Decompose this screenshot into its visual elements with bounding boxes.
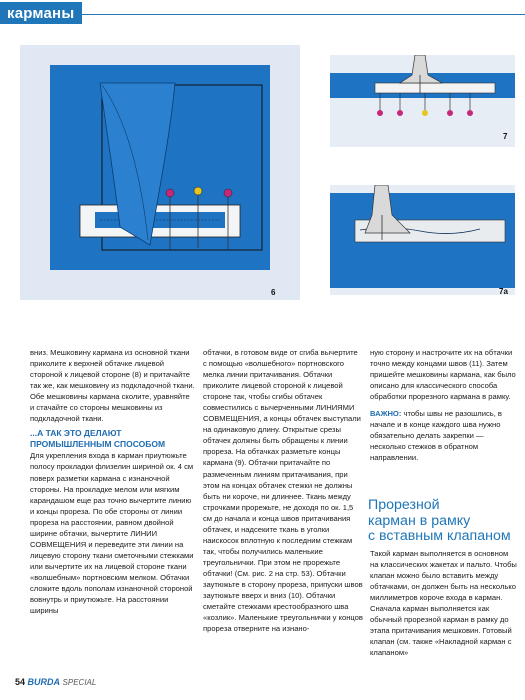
welt-strip bbox=[375, 83, 495, 93]
section-heading bbox=[368, 498, 518, 545]
paragraph: ную сторону и настрочите их на обтачки точно между концами швов (11). Затем пришейте мешковины кармана, как было описано для классического способа обработки прорезного кармана в рамку. bbox=[370, 348, 516, 402]
section-heading-line: Прорезной bbox=[368, 497, 440, 513]
page-header bbox=[0, 0, 525, 28]
paragraph: обтачки, в готовом виде от сгиба вычертите с помощью «волшебного» портновского мелка линии притачивания. Обтачки приколите лицевой стороной к лицевой стороне так, чтобы сгибы обтачек совместились с вычерченными ЛИНИЯМИ СОВМЕЩЕНИЯ, а концы обтачек выступали на одинаковую длину. Открытые срезы обтачек должны быть обращены к линии прореза. На обтачках разметьте концы кармана (9). Обтачки притачайте по размеченным линиям притачивания, при этом на концах обтачек стежки не должны быть ни короче, ни длиннее. Ткань между строчками прорежьте, не доходя по ок. 1,5 см до начала и конца швов притачивания обтачек, и надсеките ткань в уголки наискосок вплотную к последним стежкам так, чтобы получились маленькие треугольнички. При этом не прорежьте обтачки! (См. рис. 2 на стр. 53). Обтачки заутюжьте в сторону прореза, припуски швов заутюжьте вверх и вниз (10). Обтачки сметайте стежками крестообразного шва «козлик». Маленькие треугольнички у концов прореза отверните на изнано- bbox=[203, 348, 363, 634]
header-rule bbox=[82, 14, 525, 15]
important-label: ВАЖНО: bbox=[370, 409, 402, 419]
section-heading-line: с вставным клапаном bbox=[368, 528, 511, 544]
section-heading-line: карман в рамку bbox=[368, 512, 471, 529]
figure-6-illustration bbox=[20, 45, 300, 300]
figure-7-label: 7 bbox=[503, 132, 508, 141]
brand-name: BURDA bbox=[27, 677, 61, 687]
figure-7a-illustration bbox=[330, 185, 515, 295]
text-column-1 bbox=[30, 347, 195, 616]
subsection-heading: ...А ТАК ЭТО ДЕЛАЮТ ПРОМЫШЛЕННЫМ СПОСОБОМ bbox=[30, 428, 166, 450]
paragraph: вниз. Мешковину кармана из основной ткани приколите к верхней обтачке лицевой стороной к лицевой стороне (8) и притачайте так же, как мешковину из подкладочной ткани. Обе мешковины кармана сколите, уравняйте и стачайте со стороны мешковины из подкладочной ткани. bbox=[30, 348, 195, 424]
figure-7a-label: 7а bbox=[499, 287, 508, 296]
text-column-3 bbox=[370, 347, 518, 463]
text-column-3-continued bbox=[370, 548, 518, 658]
important-note bbox=[370, 408, 518, 463]
text-column-2 bbox=[203, 347, 363, 634]
section-title: карманы bbox=[7, 5, 75, 22]
important-text: чтобы швы не разошлись, в начале и в конце каждого шва нужно обязательно делать закрепки — несколько стежков в обратном направлении. bbox=[370, 409, 502, 463]
brand-edition: SPECIAL bbox=[62, 678, 97, 687]
figure-7-illustration bbox=[330, 55, 515, 147]
figure-6-label: 6 bbox=[271, 288, 276, 297]
paragraph: Для укрепления входа в карман приутюжьте полосу прокладки флизелин шириной ок. 4 см поверх разметки кармана с изнаночной стороны. На прокладке мелом или мягким карандашом еще раз точно вычертите линию и концы прореза. По обе стороны от линии прореза на расстоянии, равном двойной ширине обтачки, вычертите ЛИНИИ СОВМЕЩЕНИЯ и переведите эти линии на лицевую сторону ткани сметочными стежками или вычертите их на лицевой стороне ткани «волшебным» портновским мелком. Обтачки сложите вдоль пополам изнаночной стороной вовнутрь и приутюжьте. На расстоянии ширины bbox=[30, 451, 194, 616]
page-number: 54 bbox=[15, 677, 26, 687]
paragraph: Такой карман выполняется в основном на классических жакетах и пальто. Чтобы клапан можно было вставить между обтачками, он должен быть на несколько миллиметров короче входа в карман. Сначала карман выполняется как обычный прорезной карман в рамку до этапа притачивания мешковин. Готовый клапан (см. также «Накладной карман с клапаном» bbox=[370, 549, 517, 658]
page-footer bbox=[15, 677, 96, 687]
section-tab bbox=[0, 2, 82, 24]
